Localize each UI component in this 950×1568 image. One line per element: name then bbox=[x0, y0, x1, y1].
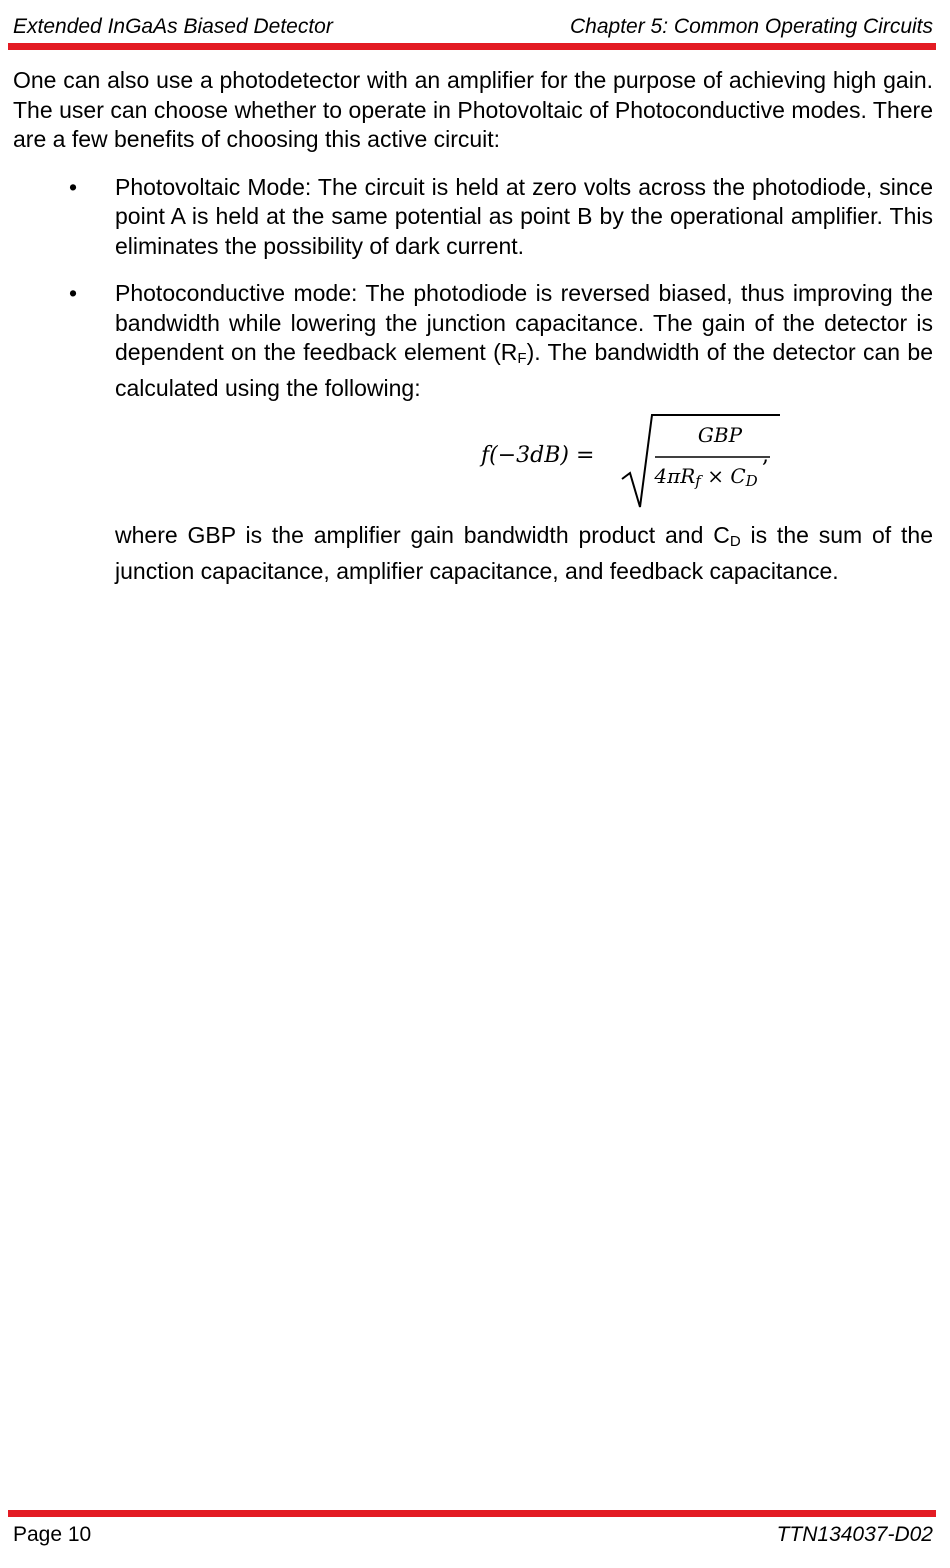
list-item-photoconductive bbox=[13, 279, 933, 586]
page-body bbox=[13, 66, 933, 604]
list-item-photovoltaic bbox=[13, 173, 933, 262]
footer-rule bbox=[8, 1510, 936, 1517]
subscript-f: F bbox=[517, 350, 527, 367]
header-rule bbox=[8, 43, 936, 50]
list-item-text: Photovoltaic Mode: The circuit is held at zero volts across the photodiode, since point A is held at the same potential as point B by the operational amplifier. This eliminates the possibility of dark current. bbox=[115, 173, 933, 259]
document-id: TTN134037-D02 bbox=[776, 1523, 933, 1546]
equation-comma: , bbox=[762, 443, 769, 468]
bullet-icon: • bbox=[68, 280, 78, 306]
header-document-title: Extended InGaAs Biased Detector bbox=[13, 15, 333, 38]
header-chapter-title: Chapter 5: Common Operating Circuits bbox=[570, 15, 933, 38]
intro-paragraph: One can also use a photodetector with an amplifier for the purpose of achieving high gain. The user can choose whether to operate in Photovoltaic of Photoconductive modes. There are a few benefits of choosing this active circuit: bbox=[13, 67, 933, 152]
page-number: Page 10 bbox=[13, 1523, 92, 1546]
equation-explanation: where GBP is the amplifier gain bandwidth product and $C_D$ is the sum of the junction capacitance, amplifier capacitance, and feedback capacitance. bbox=[115, 522, 933, 584]
subscript-d: D bbox=[729, 533, 741, 550]
bullet-icon: • bbox=[68, 173, 78, 200]
equation-denominator: $4\pi R_f \times C_D$ bbox=[654, 464, 758, 490]
list-item-text: Photoconductive mode: The photodiode is reversed biased, thus improving the bandwidth while lowering the junction capacitance. The gain of the detector is dependent on the feedback element $(R_F)$. The bandwidth of the detector can be calculated using the following: bbox=[115, 280, 933, 401]
benefits-list bbox=[13, 173, 933, 587]
equation-lhs: f(−3dB) = bbox=[481, 443, 595, 468]
equation-numerator: GBP bbox=[697, 423, 743, 447]
bandwidth-equation bbox=[115, 411, 933, 511]
